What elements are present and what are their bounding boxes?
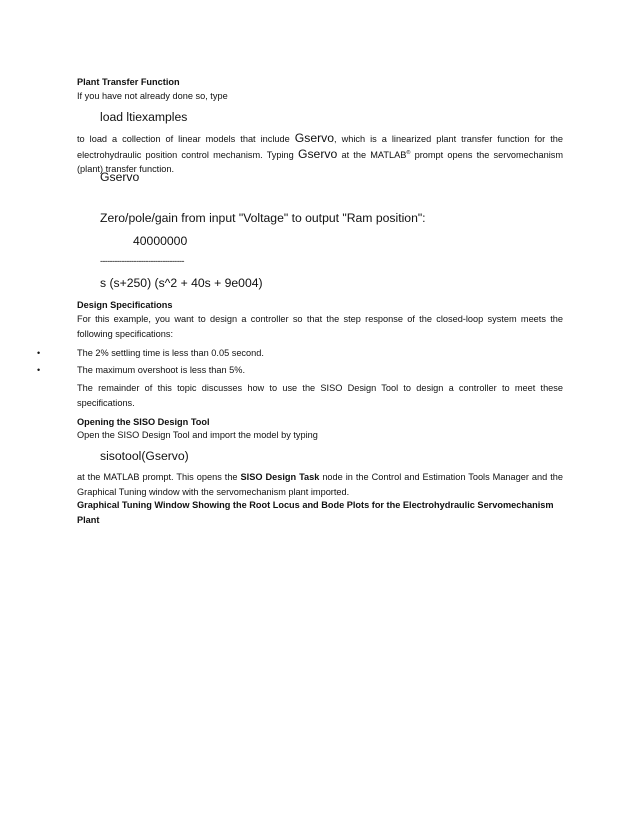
tf-divider: ----------------------------------- [100,256,184,266]
spec-max-overshoot: The maximum overshoot is less than 5%. [77,365,245,375]
graphical-tuning-caption: Graphical Tuning Window Showing the Root Locus and Bode Plots for the Electrohydraulic Servomechanism Plant [77,500,554,525]
design-specifications-intro: For this example, you want to design a controller so that the step response of the closed-loop system meets the following specifications: [77,314,563,339]
bullet-marker-2: • [37,365,41,375]
open-siso-instruction: Open the SISO Design Tool and import the model by typing [77,430,318,440]
plant-transfer-function-heading: Plant Transfer Function [77,77,180,87]
load-command: load ltiexamples [100,110,188,124]
design-specifications-heading: Design Specifications [77,300,173,310]
gservo-description-paragraph [77,131,563,177]
bullet-marker-1: • [37,348,41,358]
registered-mark: ® [406,149,411,156]
siso-design-task-bold: SISO Design Task [240,472,320,482]
gservo-inline-code-2: Gservo [297,146,338,161]
gservo-desc-part3: at the MATLAB [337,149,407,160]
gservo-desc-part1: to load a collection of linear models that include [77,134,295,144]
siso-desc-part2: node in the Control and Estimation Tools Manager and the Graphical Tuning window with the servomechanism plant imported. [77,472,563,497]
sisotool-command: sisotool(Gservo) [100,449,189,463]
siso-desc-part1: at the MATLAB prompt. This opens the [77,472,241,482]
gservo-inline-code: Gservo [294,131,335,145]
opening-siso-heading: Opening the SISO Design Tool [77,417,210,427]
tf-denominator: s (s+250) (s^2 + 40s + 9e004) [100,276,263,290]
spec-settling-time: The 2% settling time is less than 0.05 second. [77,348,264,358]
load-instruction: If you have not already done so, type [77,91,228,101]
tf-title: Zero/pole/gain from input "Voltage" to output "Ram position": [100,211,426,225]
tf-numerator: 40000000 [133,234,188,248]
gservo-command: Gservo [100,170,140,184]
gservo-desc-part4: prompt opens the servomechanism (plant) transfer function. [77,149,563,175]
remainder-paragraph: The remainder of this topic discusses how to use the SISO Design Tool to design a controller to meet these specifications. [77,383,563,408]
siso-description-paragraph [77,470,563,499]
gservo-desc-part2: , which is a linearized plant transfer function for the electrohydraulic position control mechanism. Typing [77,134,564,160]
